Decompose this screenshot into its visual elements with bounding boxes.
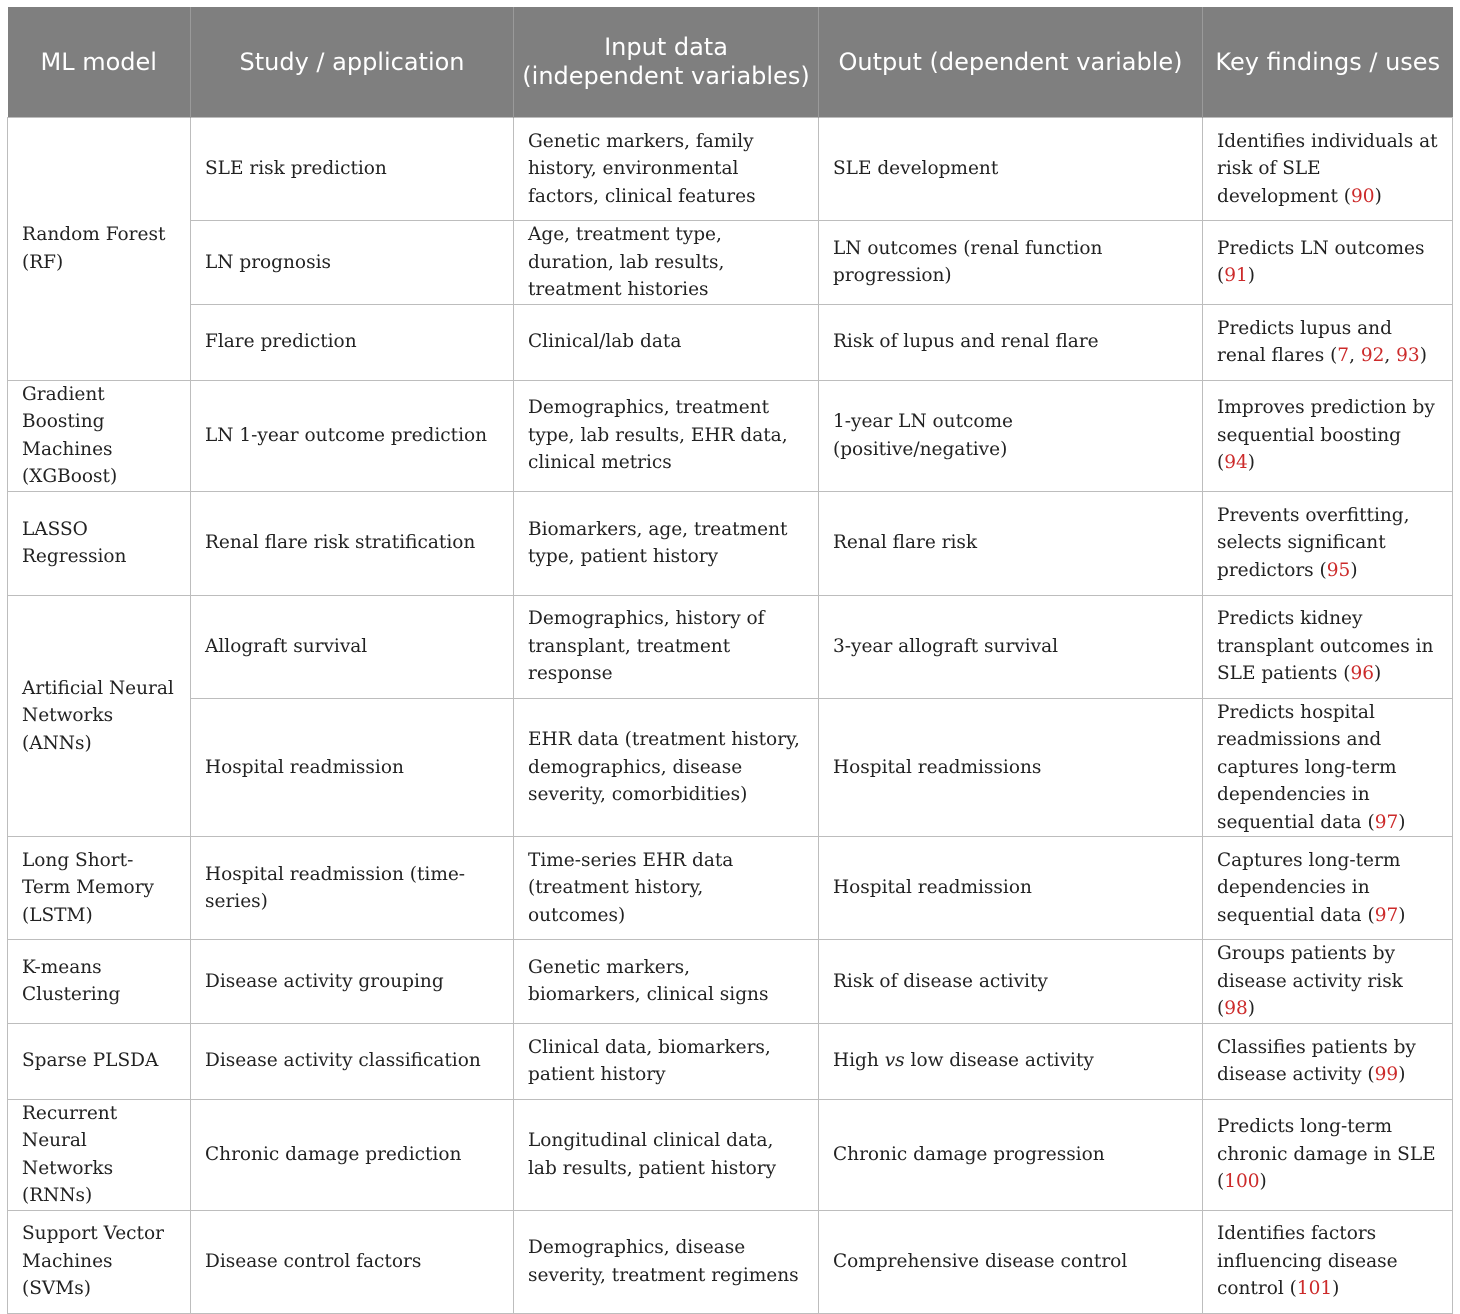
output-cell: Risk of disease activity	[819, 940, 1203, 1024]
findings-cell: Predicts lupus and renal flares (7, 92, 93)	[1203, 304, 1453, 380]
ml-models-table	[7, 7, 1453, 1314]
table-row	[8, 837, 1453, 940]
citation-link[interactable]: 97	[1374, 904, 1399, 926]
model-cell: Recurrent Neural Networks (RNNs)	[8, 1099, 191, 1210]
header-ml-model: ML model	[8, 7, 191, 118]
input-cell: Demographics, disease severity, treatment regimens	[514, 1210, 819, 1313]
output-cell: Chronic damage progression	[819, 1099, 1203, 1210]
model-cell: Long Short-Term Memory (LSTM)	[8, 837, 191, 940]
findings-cell: Predicts kidney transplant outcomes in SLE patients (96)	[1203, 595, 1453, 698]
table-row	[8, 221, 1453, 305]
citation-link[interactable]: 93	[1396, 345, 1420, 366]
study-cell: SLE risk prediction	[191, 118, 514, 221]
input-cell: Longitudinal clinical data, lab results, patient history	[514, 1099, 819, 1210]
findings-cell: Classifies patients by disease activity (99)	[1203, 1023, 1453, 1099]
table-row	[8, 1023, 1453, 1099]
input-cell: Biomarkers, age, treatment type, patient history	[514, 491, 819, 595]
findings-cell: Identifies factors influencing disease control (101)	[1203, 1210, 1453, 1313]
model-cell: Random Forest (RF)	[8, 118, 191, 381]
study-cell: Hospital readmission	[191, 698, 514, 837]
output-cell: Comprehensive disease control	[819, 1210, 1203, 1313]
table-row	[8, 940, 1453, 1024]
citation-link[interactable]: 97	[1374, 811, 1399, 833]
header-row	[8, 7, 1453, 118]
citation-link[interactable]: 7	[1337, 345, 1350, 366]
output-cell: 3-year allograft survival	[819, 595, 1203, 698]
header-input-data: Input data (independent variables)	[514, 7, 819, 118]
model-cell: K-means Clustering	[8, 940, 191, 1024]
citation-link[interactable]: 96	[1350, 663, 1375, 685]
study-cell: Flare prediction	[191, 304, 514, 380]
table-row	[8, 491, 1453, 595]
input-cell: Time-series EHR data (treatment history, outcomes)	[514, 837, 819, 940]
findings-text: Predicts LN outcomes (	[1217, 237, 1425, 287]
input-cell: Genetic markers, family history, environmental factors, clinical features	[514, 118, 819, 221]
findings-cell: Predicts long-term chronic damage in SLE (100)	[1203, 1099, 1453, 1210]
citation-link[interactable]: 95	[1326, 559, 1351, 581]
findings-text: Improves prediction by sequential boosting (	[1217, 397, 1435, 474]
output-cell	[819, 1023, 1203, 1099]
table-row	[8, 118, 1453, 221]
table-row	[8, 304, 1453, 380]
table-row	[8, 595, 1453, 698]
findings-cell: Groups patients by disease activity risk (98)	[1203, 940, 1453, 1024]
model-cell: Artificial Neural Networks (ANNs)	[8, 595, 191, 837]
input-cell: Genetic markers, biomarkers, clinical signs	[514, 940, 819, 1024]
findings-text: Predicts lupus and renal flares (	[1217, 317, 1392, 366]
study-cell: Disease activity grouping	[191, 940, 514, 1024]
model-cell: Sparse PLSDA	[8, 1023, 191, 1099]
output-text-italic: vs	[884, 1050, 905, 1072]
citation-link[interactable]: 98	[1224, 998, 1248, 1019]
findings-text: Classifies patients by disease activity (	[1217, 1036, 1416, 1085]
citation-link[interactable]: 101	[1296, 1278, 1333, 1300]
study-cell: Allograft survival	[191, 595, 514, 698]
model-cell: Support Vector Machines (SVMs)	[8, 1210, 191, 1313]
study-cell: Chronic damage prediction	[191, 1099, 514, 1210]
study-cell: LN 1-year outcome prediction	[191, 380, 514, 491]
citation-link[interactable]: 100	[1224, 1171, 1260, 1193]
findings-cell: Captures long-term dependencies in sequential data (97)	[1203, 837, 1453, 940]
findings-text: Identifies individuals at risk of SLE development (	[1217, 130, 1438, 207]
output-cell: Hospital readmissions	[819, 698, 1203, 837]
model-cell: LASSO Regression	[8, 491, 191, 595]
table-row	[8, 1099, 1453, 1210]
output-cell: Renal flare risk	[819, 491, 1203, 595]
table-row	[8, 698, 1453, 837]
findings-cell: Improves prediction by sequential boosting (94)	[1203, 380, 1453, 491]
findings-cell: Predicts LN outcomes (91)	[1203, 221, 1453, 305]
input-cell: EHR data (treatment history, demographics, disease severity, comorbidities)	[514, 698, 819, 837]
findings-text: Predicts hospital readmissions and captures long-term dependencies in sequential data (	[1217, 701, 1397, 833]
output-cell: Risk of lupus and renal flare	[819, 304, 1203, 380]
findings-text: Predicts long-term chronic damage in SLE (	[1217, 1116, 1436, 1193]
findings-text: Groups patients by disease activity risk (	[1217, 943, 1403, 1019]
citation-link[interactable]: 92	[1360, 345, 1385, 366]
output-cell: SLE development	[819, 118, 1203, 221]
output-text: High	[833, 1050, 885, 1072]
findings-text: Identifies factors influencing disease control (	[1217, 1223, 1398, 1300]
study-cell: Disease control factors	[191, 1210, 514, 1313]
input-cell: Demographics, treatment type, lab results, EHR data, clinical metrics	[514, 380, 819, 491]
findings-text: Predicts kidney transplant outcomes in SLE patients (	[1217, 608, 1434, 685]
output-cell: 1-year LN outcome (positive/negative)	[819, 380, 1203, 491]
citation-link[interactable]: 94	[1224, 452, 1248, 474]
table-row	[8, 380, 1453, 491]
study-cell: Renal flare risk stratification	[191, 491, 514, 595]
model-cell: Gradient Boosting Machines (XGBoost)	[8, 380, 191, 491]
table-row	[8, 1210, 1453, 1313]
input-cell: Clinical data, biomarkers, patient history	[514, 1023, 819, 1099]
findings-text: Prevents overfitting, selects significant predictors (	[1217, 504, 1410, 581]
findings-text: Captures long-term dependencies in sequential data (	[1217, 849, 1401, 926]
output-cell: LN outcomes (renal function progression)	[819, 221, 1203, 305]
findings-cell: Prevents overfitting, selects significant predictors (95)	[1203, 491, 1453, 595]
header-key-findings: Key findings / uses	[1203, 7, 1453, 118]
findings-cell: Identifies individuals at risk of SLE development (90)	[1203, 118, 1453, 221]
study-cell: LN prognosis	[191, 221, 514, 305]
citation-link[interactable]: 91	[1224, 265, 1248, 287]
findings-cell: Predicts hospital readmissions and captures long-term dependencies in sequential data (97)	[1203, 698, 1453, 837]
input-cell: Clinical/lab data	[514, 304, 819, 380]
citation-link[interactable]: 90	[1351, 185, 1375, 207]
study-cell: Hospital readmission (time-series)	[191, 837, 514, 940]
study-cell: Disease activity classification	[191, 1023, 514, 1099]
citation-link[interactable]: 99	[1374, 1064, 1399, 1085]
input-cell: Age, treatment type, duration, lab results, treatment histories	[514, 221, 819, 305]
input-cell: Demographics, history of transplant, treatment response	[514, 595, 819, 698]
header-study-application: Study / application	[191, 7, 514, 118]
output-cell: Hospital readmission	[819, 837, 1203, 940]
header-output: Output (dependent variable)	[819, 7, 1203, 118]
output-text: low disease activity	[904, 1050, 1094, 1072]
